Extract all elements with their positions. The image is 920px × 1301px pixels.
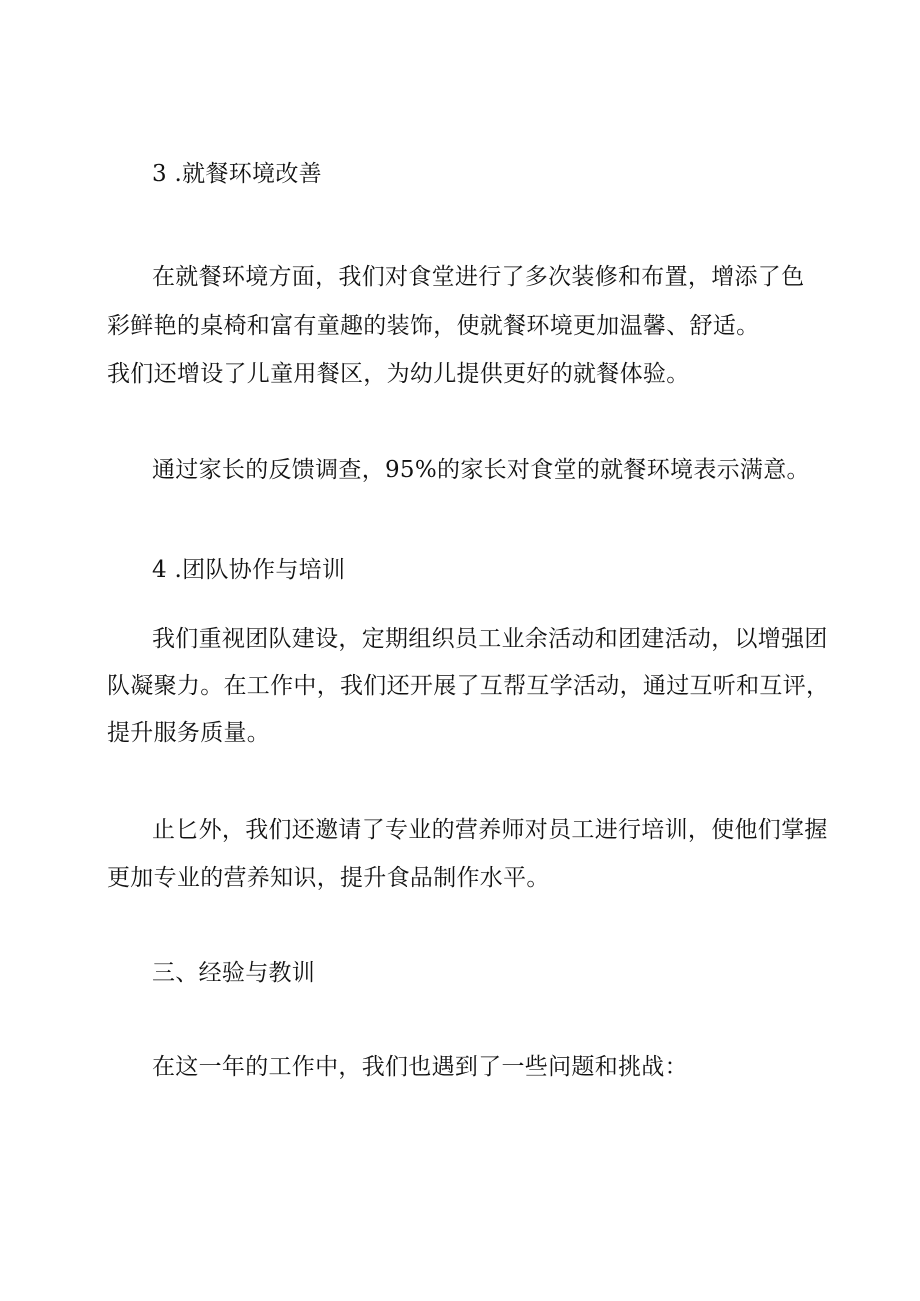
paragraph-line: 更加专业的营养知识，提升食品制作水平。 bbox=[107, 865, 550, 891]
paragraph-line: 通过家长的反馈调查，95%的家长对食堂的就餐环境表示满意。 bbox=[152, 457, 810, 483]
paragraph-line: 彩鲜艳的桌椅和富有童趣的装饰，使就餐环境更加温馨、舒适。 bbox=[107, 313, 760, 339]
section-heading-team-training: 4 .团队协作与培训 bbox=[152, 557, 346, 583]
paragraph-line: 止匕外，我们还邀请了专业的营养师对员工进行培训，使他们掌握 bbox=[152, 817, 828, 843]
paragraph-line: 在这一年的工作中，我们也遇到了一些问题和挑战： bbox=[152, 1054, 688, 1080]
paragraph-line: 提升服务质量。 bbox=[107, 720, 271, 746]
paragraph-line: 我们重视团队建设，定期组织员工业余活动和团建活动，以增强团 bbox=[152, 626, 828, 652]
paragraph-line: 在就餐环境方面，我们对食堂进行了多次装修和布置，增添了色 bbox=[152, 264, 805, 290]
section-heading-dining-environment: 3 .就餐环境改善 bbox=[152, 161, 322, 187]
paragraph-line: 队凝聚力。在工作中，我们还开展了互帮互学活动，通过互听和互评， bbox=[107, 673, 830, 699]
paragraph-line: 我们还增设了儿童用餐区，为幼儿提供更好的就餐体验。 bbox=[107, 361, 690, 387]
part-heading-lessons: 三、经验与教训 bbox=[152, 960, 316, 986]
